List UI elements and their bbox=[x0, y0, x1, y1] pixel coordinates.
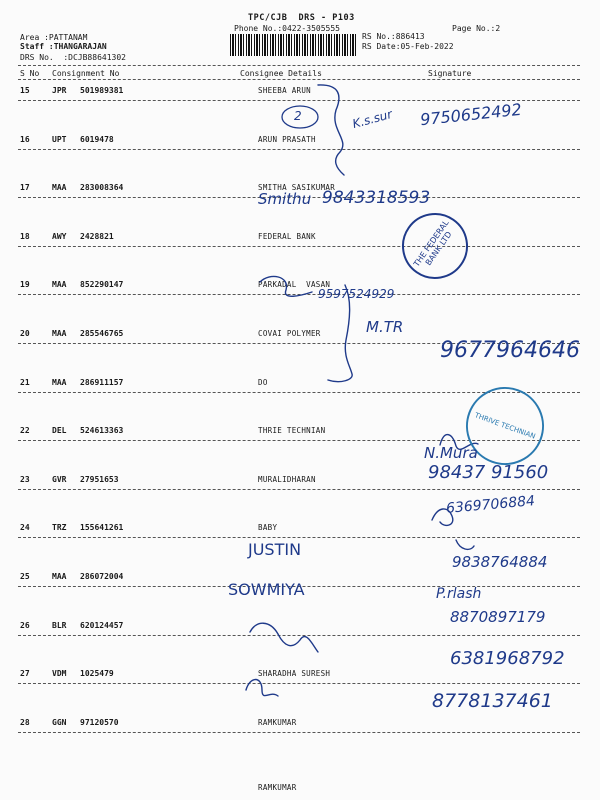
row-consignee: RAMKUMAR bbox=[258, 718, 297, 727]
column-signature: Signature bbox=[428, 69, 472, 78]
row-sno: 18 bbox=[20, 232, 30, 241]
row-consignment-prefix: MAA bbox=[52, 329, 67, 338]
staff-label: Staff :THANGARAJAN bbox=[20, 42, 107, 51]
row-consignment-number: 286072004 bbox=[80, 572, 124, 581]
row-consignment-number: 27951653 bbox=[80, 475, 119, 484]
row-consignment-prefix: VDM bbox=[52, 669, 67, 678]
row-consignment-prefix: GGN bbox=[52, 718, 67, 727]
row-consignment-number: 283008364 bbox=[80, 183, 124, 192]
handwritten-phone-25: 9838764884 bbox=[452, 553, 548, 571]
row-sno: 21 bbox=[20, 378, 30, 387]
row-consignment-number: 852290147 bbox=[80, 280, 124, 289]
row-sno: 23 bbox=[20, 475, 30, 484]
row-consignment-number: 1025479 bbox=[80, 669, 114, 678]
row-consignment-number: 6019478 bbox=[80, 135, 114, 144]
row-consignment-number: 2428821 bbox=[80, 232, 114, 241]
phone-number: Phone No.:0422-3505555 bbox=[234, 24, 340, 33]
row-sno: 15 bbox=[20, 86, 30, 95]
row-consignee: PARKADAL VASAN bbox=[258, 280, 331, 289]
row-consignment-number: 620124457 bbox=[80, 621, 124, 630]
row-consignment-number: 524613363 bbox=[80, 426, 124, 435]
row-consignee: BABY bbox=[258, 523, 278, 532]
stamp-text: THE FEDERAL BANK LTD bbox=[411, 218, 454, 269]
area-label: Area :PATTANAM bbox=[20, 33, 88, 42]
handwritten-phone-27: 6381968792 bbox=[450, 648, 565, 669]
row-sno: 28 bbox=[20, 718, 30, 727]
row-consignee: DO bbox=[258, 378, 268, 387]
row-consignment-number: 155641261 bbox=[80, 523, 124, 532]
rs-date: RS Date:05-Feb-2022 bbox=[362, 42, 454, 51]
row-consignee: FEDERAL BANK bbox=[258, 232, 316, 241]
row-consignee: THRIE TECHNIAN bbox=[258, 426, 326, 435]
column-sno: S No bbox=[20, 69, 40, 78]
stamp-text: THRIVE TECHNIAN bbox=[473, 411, 537, 441]
row-sno: 16 bbox=[20, 135, 30, 144]
row-consignee: SMITHA SASIKUMAR bbox=[258, 183, 336, 192]
handwritten-signature-covai: M.TR bbox=[366, 318, 404, 336]
row-consignee: COVAI POLYMER bbox=[258, 329, 321, 338]
row-sno: 27 bbox=[20, 669, 30, 678]
page-number: Page No.:2 bbox=[452, 24, 501, 33]
handwritten-name-justin: JUSTIN bbox=[248, 540, 302, 559]
row-consignment-prefix: MAA bbox=[52, 378, 67, 387]
handwritten-name-sowmiya: SOWMIYA bbox=[228, 580, 305, 599]
row-sno: 17 bbox=[20, 183, 30, 192]
row-consignment-prefix: AWY bbox=[52, 232, 67, 241]
row-consignment-number: 501989381 bbox=[80, 86, 124, 95]
row-consignee: MURALIDHARAN bbox=[258, 475, 316, 484]
row-consignment-prefix: MAA bbox=[52, 280, 67, 289]
handwritten-phone-21: 9677964646 bbox=[440, 338, 580, 363]
handwritten-signature-smitha: Smithu bbox=[258, 190, 312, 208]
row-consignment-prefix: GVR bbox=[52, 475, 67, 484]
row-consignment-number: 285546765 bbox=[80, 329, 124, 338]
row-sno: 24 bbox=[20, 523, 30, 532]
row-sno: 26 bbox=[20, 621, 30, 630]
row-consignment-prefix: TRZ bbox=[52, 523, 67, 532]
row-sno: 20 bbox=[20, 329, 30, 338]
handwritten-initials: K.s.sur bbox=[350, 106, 394, 132]
handwritten-phone-17: 9843318593 bbox=[322, 188, 431, 208]
column-consignee: Consignee Details bbox=[240, 69, 322, 78]
row-consignment-number: 286911157 bbox=[80, 378, 124, 387]
handwritten-phone-28: 8778137461 bbox=[432, 690, 553, 712]
row-consignee: SHARADHA SURESH bbox=[258, 669, 331, 678]
row-consignment-prefix: JPR bbox=[52, 86, 67, 95]
row-consignment-number: 97120570 bbox=[80, 718, 119, 727]
row-consignment-prefix: MAA bbox=[52, 183, 67, 192]
row-consignment-prefix: DEL bbox=[52, 426, 67, 435]
handwritten-signature-murali: N.Mura bbox=[424, 444, 478, 462]
row-consignee: SHEEBA ARUN bbox=[258, 86, 311, 95]
row-consignment-prefix: MAA bbox=[52, 572, 67, 581]
handwritten-phone-26: 8870897179 bbox=[450, 608, 546, 626]
handwritten-phone-24: 6369706884 bbox=[445, 493, 536, 517]
column-consignment: Consignment No bbox=[52, 69, 120, 78]
row-sno: 19 bbox=[20, 280, 30, 289]
page-title: TPC/CJB DRS - P103 bbox=[248, 13, 355, 23]
handwritten-phone-15: 9750652492 bbox=[419, 99, 523, 130]
handwritten-phone-23: 98437 91560 bbox=[428, 462, 549, 483]
circled-number: 2 bbox=[294, 109, 302, 123]
handwritten-signature-prakash: P.rlash bbox=[436, 586, 482, 602]
drs-number: DRS No. :DCJB88641302 bbox=[20, 53, 126, 62]
row-sno: 22 bbox=[20, 426, 30, 435]
handwritten-phone-19: 9597524929 bbox=[318, 287, 395, 301]
row-sno: 25 bbox=[20, 572, 30, 581]
row-consignment-prefix: UPT bbox=[52, 135, 67, 144]
footer-name: RAMKUMAR bbox=[258, 783, 297, 792]
row-consignee: ARUN PRASATH bbox=[258, 135, 316, 144]
row-consignment-prefix: BLR bbox=[52, 621, 67, 630]
rs-number: RS No.:886413 bbox=[362, 32, 425, 41]
